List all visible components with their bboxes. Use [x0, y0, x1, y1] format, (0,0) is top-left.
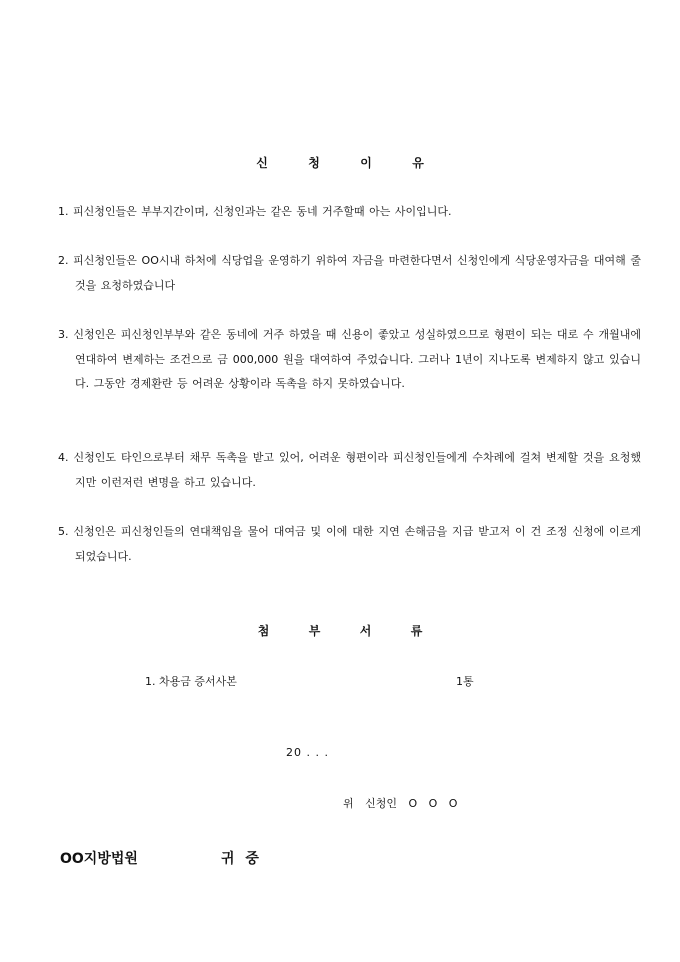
court-name: OO지방법원 [60, 851, 138, 867]
attachments-heading-char: 서 [359, 624, 372, 638]
reason-heading-char: 이 [360, 156, 372, 170]
applicant-signature-line: 위 신청인 O O O [343, 797, 458, 810]
reason-item-4: 4. 신청인도 타인으로부터 채무 독촉을 받고 있어, 어려운 형편이라 피신청인들에게 수차례에 걸쳐 변제할 것을 요청했지만 이런저런 변명을 하고 있습니다. [58, 451, 641, 489]
attachments-heading [0, 622, 680, 639]
reason-item-1: 1. 피신청인들은 부부지간이며, 신청인과는 같은 동네 거주할때 아는 사이입니다. [58, 205, 452, 218]
attachment-count: 1통 [456, 675, 474, 688]
attachments-heading-char: 첨 [257, 624, 270, 638]
court-addressee-suffix: 귀 중 [221, 851, 259, 867]
date-line: 20 . . . [286, 746, 329, 759]
attachments-heading-char: 부 [308, 624, 321, 638]
reason-item-2: 2. 피신청인들은 OO시내 하처에 식당업을 운영하기 위하여 자금을 마련한다면서 신청인에게 식당운영자금을 대여해 줄 것을 요청하였습니다 [58, 254, 641, 292]
reason-item-5: 5. 신청인은 피신청인들의 연대책임을 물어 대여금 및 이에 대한 지연 손해금을 지급 받고저 이 건 조정 신청에 이르게 되었습니다. [58, 525, 641, 563]
attachment-label: 1. 차용금 증서사본 [145, 675, 237, 688]
reason-heading [0, 154, 680, 171]
reason-heading-char: 유 [412, 156, 424, 170]
reason-heading-char: 신 [256, 156, 268, 170]
attachments-heading-char: 류 [410, 624, 423, 638]
reason-item-3: 3. 신청인은 피신청인부부와 같은 동네에 거주 하였을 때 신용이 좋았고 성실하였으므로 형편이 되는 대로 수 개월내에 연대하여 변제하는 조건으로 금 000,000 원을 대여하여 주었습니다. 그러나 1년이 지나도록 변제하지 않고 있습니다. 그동안 경제환란 등 어려운 상황이라 독촉을 하지 못하였습니다. [58, 328, 641, 390]
reason-heading-char: 청 [308, 156, 320, 170]
